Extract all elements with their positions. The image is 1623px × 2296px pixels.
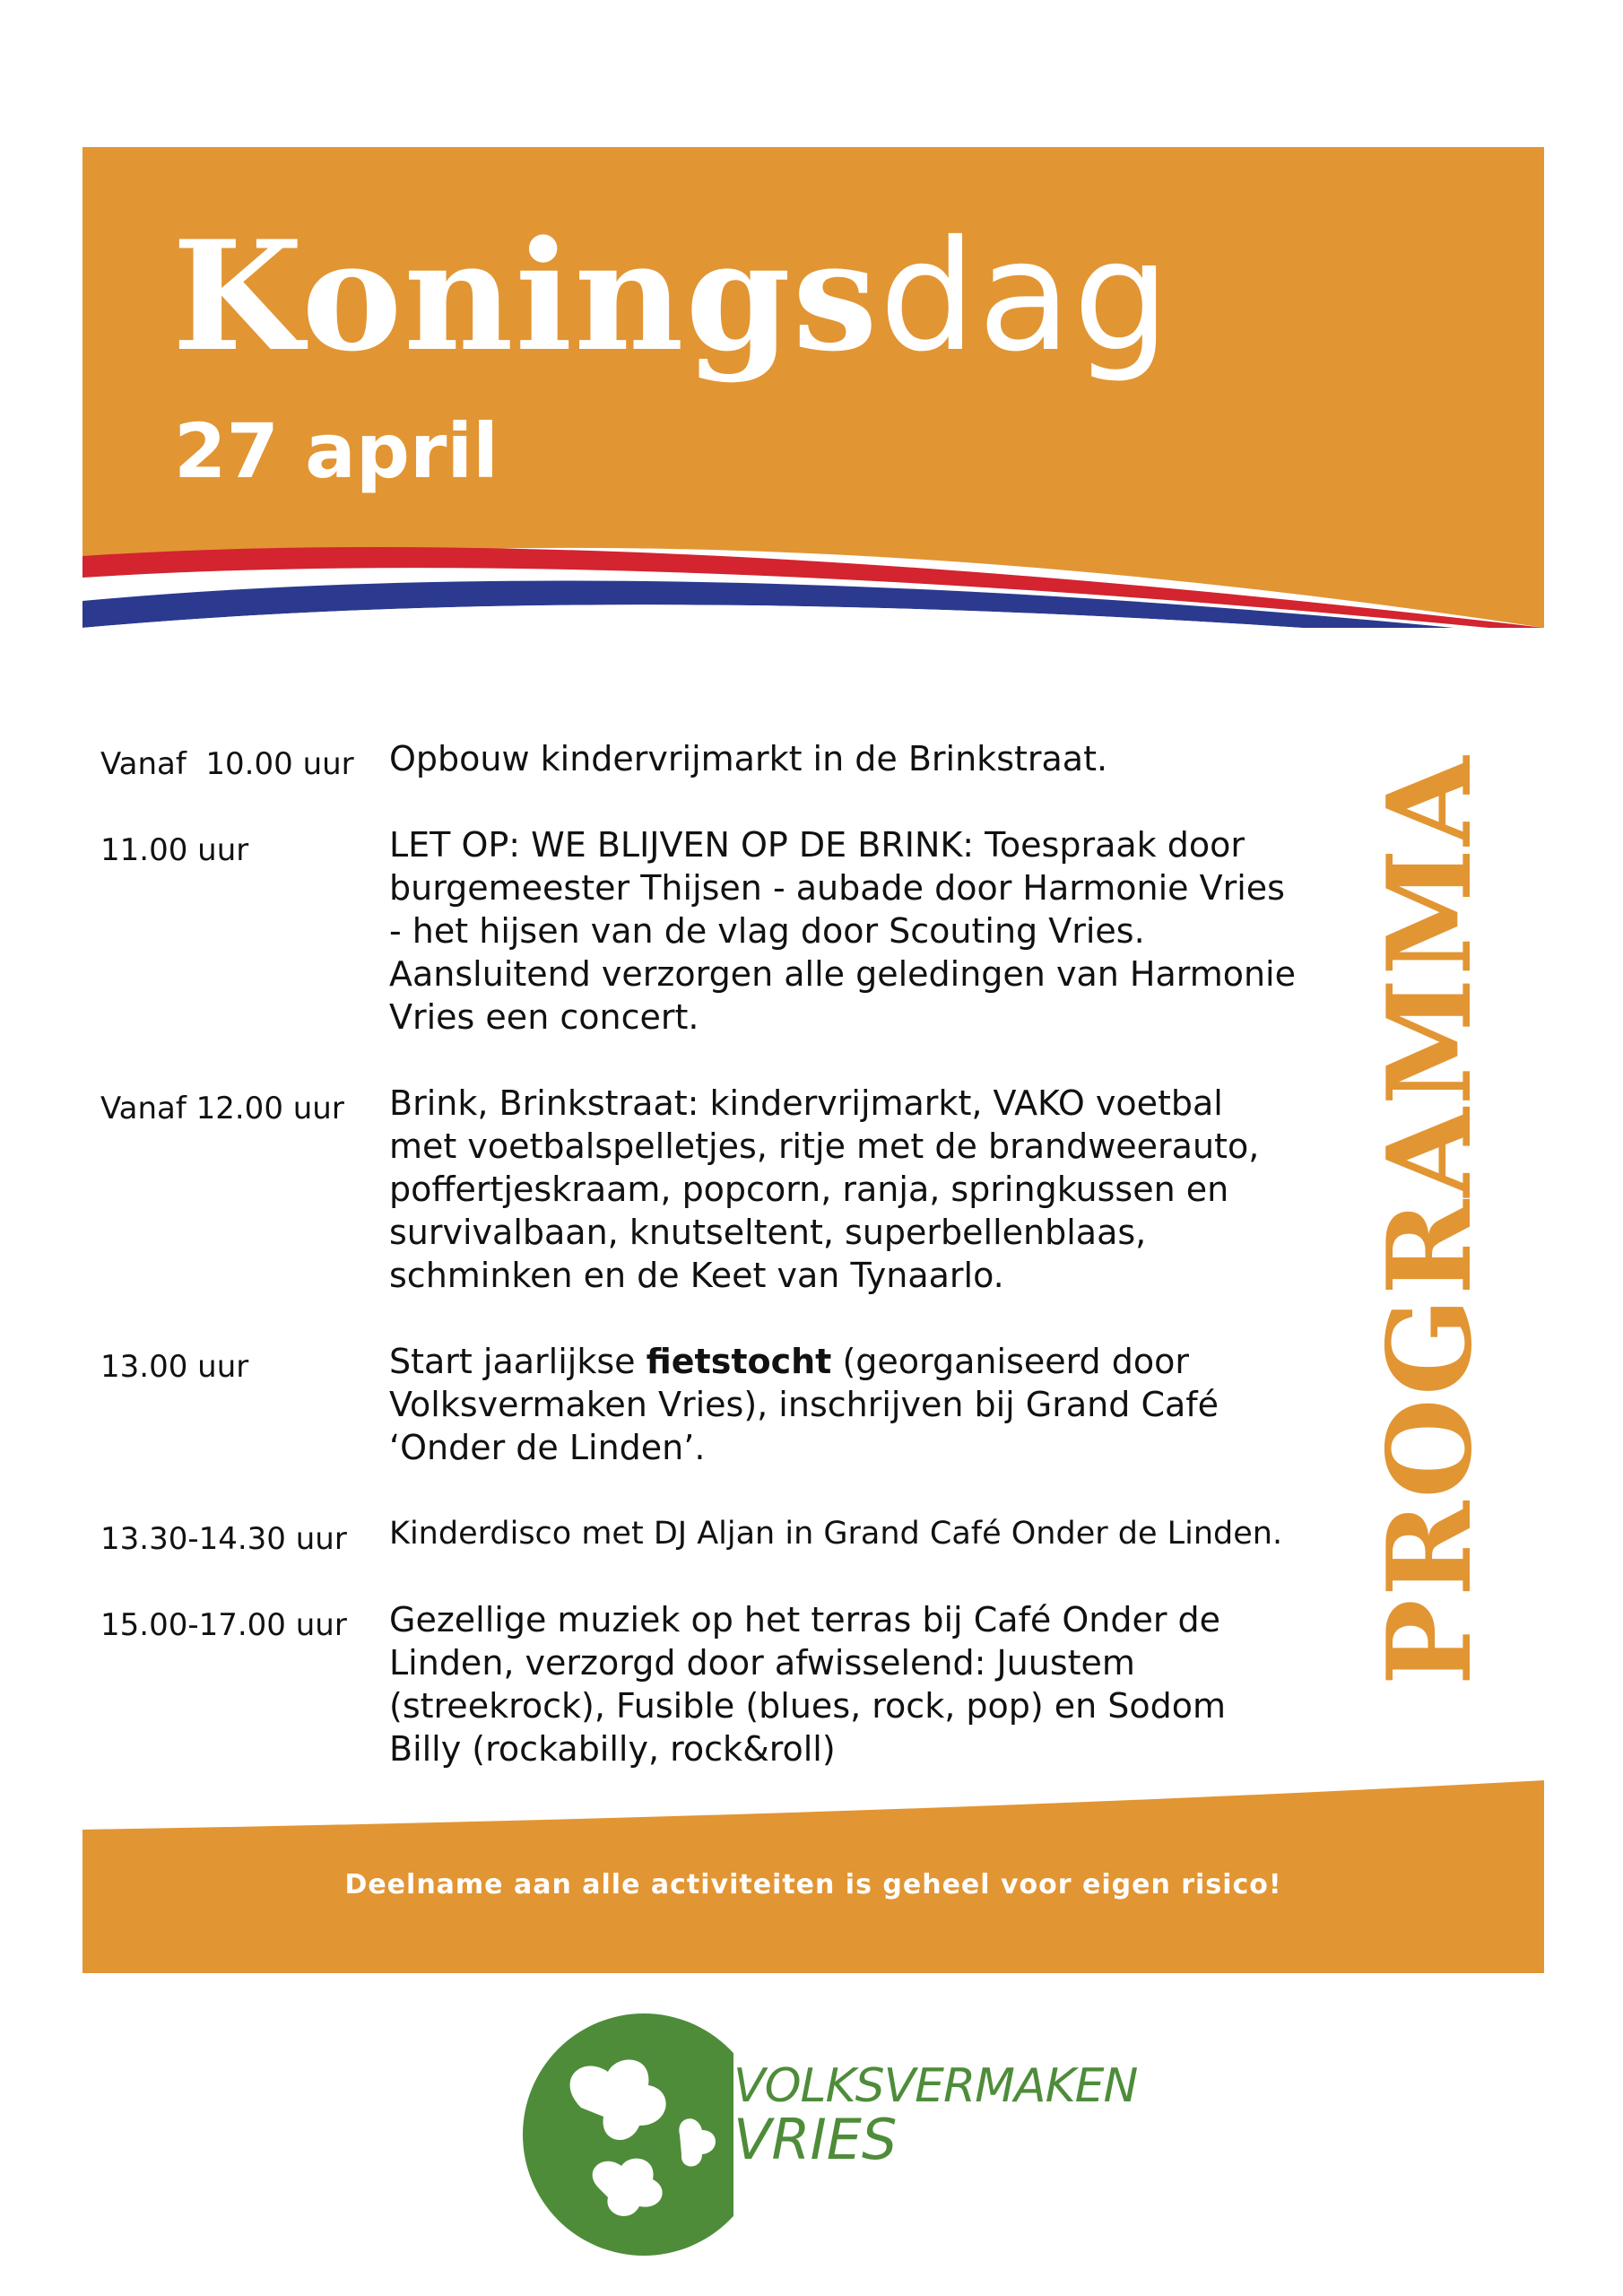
program-time: 13.30-14.30 uur [100,1521,347,1557]
side-title [1363,682,1497,1758]
program-time: 13.00 uur [100,1349,249,1385]
desc-line: LET OP: WE BLIJVEN OP DE BRINK: Toespraak door [389,825,1245,865]
organizer-logo [518,2000,1146,2269]
desc-line: Aansluitend verzorgen alle geledingen van Harmonie [389,954,1296,994]
desc-line: Brink, Brinkstraat: kindervrijmarkt, VAKO voetbal [389,1083,1223,1123]
disclaimer-text: Deelname aan alle activiteiten is geheel voor eigen risico! [344,1869,1282,1900]
logo-line2: VRIES [733,2107,898,2172]
desc-line [389,1340,1356,1383]
desc-line: met voetbalspelletjes, ritje met de brandweerauto, [389,1126,1260,1166]
desc-line: ‘Onder de Linden’. [389,1428,706,1467]
flag-swoosh [0,0,1623,682]
program-item [100,1512,1356,1555]
title-bold: Konings [172,207,880,385]
program-desc [389,1082,1356,1297]
program-time: Vanaf 10.00 uur [100,746,354,782]
desc-line: (streekrock), Fusible (blues, rock, pop) en Sodom [389,1686,1227,1726]
desc-line: poffertjeskraam, popcorn, ranja, springkussen en [389,1170,1229,1209]
event-date: 27 april [174,407,499,495]
desc-line: Linden, verzorgd door afwisselend: Juustem [389,1643,1135,1683]
program-desc [389,1340,1356,1469]
program-item [100,737,1356,780]
logo-line1: VOLKSVERMAKEN [733,2059,1138,2113]
desc-text: Start jaarlijkse [389,1342,647,1381]
desc-line: Vries een concert. [389,997,699,1037]
program-time: Vanaf 12.00 uur [100,1091,344,1126]
desc-line: Opbouw kindervrijmarkt in de Brinkstraat. [389,739,1108,778]
logo-wordmark [733,2059,1138,2172]
program-list [100,737,1356,1813]
desc-text: (georganiseerd door [831,1342,1189,1381]
desc-line: - het hijsen van de vlag door Scouting Vries. [389,911,1145,951]
desc-line: Gezellige muziek op het terras bij Café Onder de [389,1600,1221,1639]
desc-line: schminken en de Keet van Tynaarlo. [389,1256,1004,1295]
program-item [100,1598,1356,1770]
program-desc [389,823,1356,1039]
desc-highlight: fietstocht [646,1342,832,1381]
desc-line: Billy (rockabilly, rock&roll) [389,1729,836,1769]
side-title-text: PROGRAMMA [1363,753,1497,1686]
desc-line: survivalbaan, knutseltent, superbellenblaas, [389,1213,1147,1252]
desc-line: Volksvermaken Vries), inschrijven bij Grand Café [389,1385,1219,1424]
desc-line: Kinderdisco met DJ Aljan in Grand Café Onder de Linden. [389,1516,1283,1552]
program-item [100,1082,1356,1297]
program-desc [389,1512,1356,1555]
program-time: 11.00 uur [100,832,249,868]
program-item [100,1340,1356,1469]
program-time: 15.00-17.00 uur [100,1607,347,1643]
program-desc [389,1598,1356,1770]
program-item [100,823,1356,1039]
program-desc [389,737,1356,780]
title-light: dag [879,208,1172,386]
leaf-emblem-icon [518,2000,733,2269]
desc-line: burgemeester Thijsen - aubade door Harmonie Vries [389,868,1285,908]
